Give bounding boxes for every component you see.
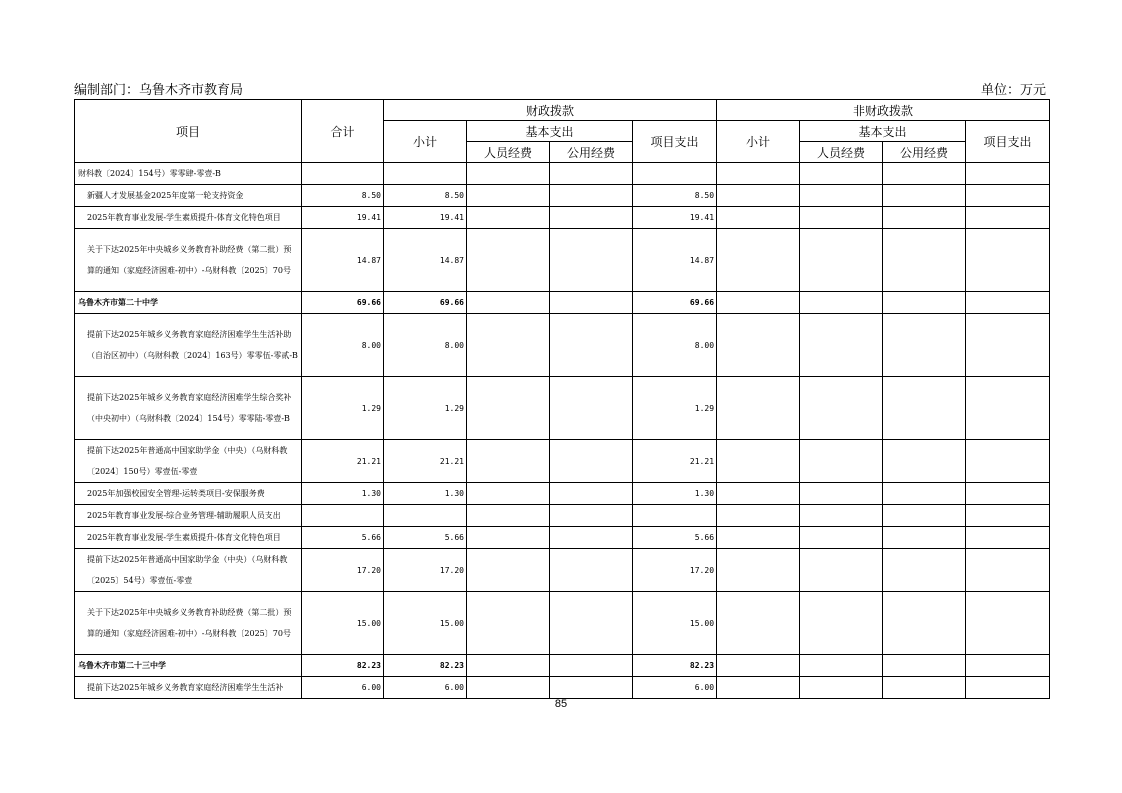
- cell-nonfiscal-project: [966, 677, 1050, 699]
- cell-nonfiscal-public: [883, 292, 966, 314]
- row-project-name: 2025年教育事业发展-学生素质提升-体育文化特色项目: [75, 527, 302, 549]
- cell-personnel: [467, 163, 550, 185]
- row-project-name: 关于下达2025年中央城乡义务教育补助经费（第二批）预算的通知（家庭经济困难-初中）-乌财科教〔2025〕70号: [75, 592, 302, 655]
- col-project: 项目: [75, 100, 302, 163]
- cell-nonfiscal-subtotal: [717, 163, 800, 185]
- table-row: [75, 440, 1050, 483]
- table-row-group: [75, 655, 1050, 677]
- cell-nonfiscal-personnel: [800, 207, 883, 229]
- col-fiscal-public: 公用经费: [550, 142, 633, 163]
- table-header: [75, 100, 1050, 163]
- cell-total: 8.50: [302, 185, 384, 207]
- cell-nonfiscal-subtotal: [717, 549, 800, 592]
- cell-personnel: [467, 655, 550, 677]
- row-project-name: 财科教〔2024〕154号）零零肆-零壹-B: [75, 163, 302, 185]
- cell-personnel: [467, 677, 550, 699]
- cell-public: [550, 527, 633, 549]
- cell-subtotal: 17.20: [384, 549, 467, 592]
- col-fiscal-basic: 基本支出: [467, 121, 633, 142]
- cell-nonfiscal-personnel: [800, 592, 883, 655]
- cell-nonfiscal-subtotal: [717, 207, 800, 229]
- cell-nonfiscal-project: [966, 377, 1050, 440]
- col-fiscal-subtotal: 小计: [384, 121, 467, 163]
- table-row-group: [75, 292, 1050, 314]
- cell-total: 21.21: [302, 440, 384, 483]
- cell-nonfiscal-personnel: [800, 549, 883, 592]
- cell-subtotal: 21.21: [384, 440, 467, 483]
- cell-subtotal: 15.00: [384, 592, 467, 655]
- cell-nonfiscal-subtotal: [717, 527, 800, 549]
- table-body: [75, 163, 1050, 699]
- table-row: [75, 483, 1050, 505]
- cell-nonfiscal-subtotal: [717, 314, 800, 377]
- cell-subtotal: 6.00: [384, 677, 467, 699]
- cell-nonfiscal-public: [883, 377, 966, 440]
- cell-public: [550, 185, 633, 207]
- cell-personnel: [467, 483, 550, 505]
- row-project-name: 乌鲁木齐市第二十三中学: [75, 655, 302, 677]
- cell-total: [302, 163, 384, 185]
- table-row: [75, 185, 1050, 207]
- cell-project: 14.87: [633, 229, 717, 292]
- cell-nonfiscal-personnel: [800, 677, 883, 699]
- cell-total: 6.00: [302, 677, 384, 699]
- unit-label: 单位：万元: [980, 83, 1046, 98]
- cell-nonfiscal-project: [966, 592, 1050, 655]
- cell-subtotal: 8.00: [384, 314, 467, 377]
- table-row: [75, 314, 1050, 377]
- col-total: 合计: [302, 100, 384, 163]
- cell-nonfiscal-project: [966, 207, 1050, 229]
- cell-nonfiscal-public: [883, 483, 966, 505]
- col-nonfiscal-subtotal: 小计: [717, 121, 800, 163]
- cell-subtotal: [384, 505, 467, 527]
- table-row: [75, 377, 1050, 440]
- cell-nonfiscal-personnel: [800, 185, 883, 207]
- cell-nonfiscal-subtotal: [717, 377, 800, 440]
- cell-nonfiscal-project: [966, 292, 1050, 314]
- cell-nonfiscal-subtotal: [717, 592, 800, 655]
- row-project-name: 提前下达2025年城乡义务教育家庭经济困难学生生活补: [75, 677, 302, 699]
- cell-subtotal: 14.87: [384, 229, 467, 292]
- row-project-name: 提前下达2025年普通高中国家助学金（中央）（乌财科教〔2024〕150号）零壹伍-零壹: [75, 440, 302, 483]
- cell-nonfiscal-public: [883, 549, 966, 592]
- table-row: [75, 163, 1050, 185]
- col-fiscal-personnel: 人员经费: [467, 142, 550, 163]
- table-row: [75, 527, 1050, 549]
- col-nonfiscal-personnel: 人员经费: [800, 142, 883, 163]
- cell-subtotal: 1.29: [384, 377, 467, 440]
- cell-nonfiscal-project: [966, 314, 1050, 377]
- cell-personnel: [467, 377, 550, 440]
- cell-nonfiscal-personnel: [800, 505, 883, 527]
- cell-public: [550, 677, 633, 699]
- cell-personnel: [467, 229, 550, 292]
- row-project-name: 乌鲁木齐市第二十中学: [75, 292, 302, 314]
- cell-nonfiscal-project: [966, 505, 1050, 527]
- cell-public: [550, 292, 633, 314]
- cell-public: [550, 377, 633, 440]
- col-fiscal-project: 项目支出: [633, 121, 717, 163]
- cell-subtotal: 5.66: [384, 527, 467, 549]
- cell-nonfiscal-personnel: [800, 655, 883, 677]
- cell-nonfiscal-public: [883, 655, 966, 677]
- col-nonfiscal: 非财政拨款: [717, 100, 1050, 121]
- budget-table: [74, 99, 1050, 699]
- cell-project: 6.00: [633, 677, 717, 699]
- cell-nonfiscal-subtotal: [717, 440, 800, 483]
- cell-nonfiscal-public: [883, 207, 966, 229]
- cell-nonfiscal-personnel: [800, 292, 883, 314]
- cell-nonfiscal-project: [966, 440, 1050, 483]
- col-fiscal: 财政拨款: [384, 100, 717, 121]
- cell-project: 15.00: [633, 592, 717, 655]
- row-project-name: 2025年教育事业发展-学生素质提升-体育文化特色项目: [75, 207, 302, 229]
- cell-total: 82.23: [302, 655, 384, 677]
- cell-project: 69.66: [633, 292, 717, 314]
- cell-project: [633, 505, 717, 527]
- cell-project: 19.41: [633, 207, 717, 229]
- cell-public: [550, 314, 633, 377]
- cell-total: 19.41: [302, 207, 384, 229]
- cell-nonfiscal-public: [883, 677, 966, 699]
- cell-nonfiscal-project: [966, 527, 1050, 549]
- cell-nonfiscal-project: [966, 229, 1050, 292]
- cell-nonfiscal-subtotal: [717, 185, 800, 207]
- cell-nonfiscal-public: [883, 314, 966, 377]
- cell-nonfiscal-personnel: [800, 163, 883, 185]
- cell-nonfiscal-public: [883, 185, 966, 207]
- cell-project: 21.21: [633, 440, 717, 483]
- cell-public: [550, 655, 633, 677]
- table-row: [75, 549, 1050, 592]
- cell-project: 82.23: [633, 655, 717, 677]
- cell-project: 1.30: [633, 483, 717, 505]
- cell-public: [550, 163, 633, 185]
- table-row: [75, 207, 1050, 229]
- cell-personnel: [467, 592, 550, 655]
- cell-public: [550, 207, 633, 229]
- row-project-name: 提前下达2025年城乡义务教育家庭经济困难学生综合奖补（中央初中）（乌财科教〔2024〕154号）零零陆-零壹-B: [75, 377, 302, 440]
- row-project-name: 2025年加强校园安全管理-运转类项目-安保服务费: [75, 483, 302, 505]
- table-row: [75, 505, 1050, 527]
- cell-subtotal: 19.41: [384, 207, 467, 229]
- cell-nonfiscal-subtotal: [717, 483, 800, 505]
- cell-total: 5.66: [302, 527, 384, 549]
- cell-personnel: [467, 207, 550, 229]
- row-project-name: 2025年教育事业发展-综合业务管理-辅助履职人员支出: [75, 505, 302, 527]
- table-row: [75, 229, 1050, 292]
- cell-personnel: [467, 185, 550, 207]
- department-label: 编制部门：乌鲁木齐市教育局: [74, 83, 244, 98]
- row-project-name: 关于下达2025年中央城乡义务教育补助经费（第二批）预算的通知（家庭经济困难-初中）-乌财科教〔2025〕70号: [75, 229, 302, 292]
- cell-nonfiscal-personnel: [800, 314, 883, 377]
- cell-public: [550, 592, 633, 655]
- cell-subtotal: 82.23: [384, 655, 467, 677]
- cell-personnel: [467, 505, 550, 527]
- cell-nonfiscal-public: [883, 505, 966, 527]
- cell-total: 1.29: [302, 377, 384, 440]
- cell-nonfiscal-subtotal: [717, 655, 800, 677]
- cell-subtotal: 69.66: [384, 292, 467, 314]
- cell-nonfiscal-public: [883, 163, 966, 185]
- cell-total: 17.20: [302, 549, 384, 592]
- cell-personnel: [467, 314, 550, 377]
- cell-public: [550, 440, 633, 483]
- row-project-name: 新疆人才发展基金2025年度第一轮支持资金: [75, 185, 302, 207]
- cell-total: [302, 505, 384, 527]
- cell-nonfiscal-project: [966, 185, 1050, 207]
- col-nonfiscal-basic: 基本支出: [800, 121, 966, 142]
- cell-total: 15.00: [302, 592, 384, 655]
- cell-nonfiscal-subtotal: [717, 677, 800, 699]
- cell-nonfiscal-public: [883, 592, 966, 655]
- cell-subtotal: 8.50: [384, 185, 467, 207]
- cell-nonfiscal-personnel: [800, 229, 883, 292]
- row-project-name: 提前下达2025年城乡义务教育家庭经济困难学生生活补助（自治区初中）（乌财科教〔2024〕163号）零零伍-零贰-B: [75, 314, 302, 377]
- cell-project: 8.50: [633, 185, 717, 207]
- col-nonfiscal-project: 项目支出: [966, 121, 1050, 163]
- cell-project: 17.20: [633, 549, 717, 592]
- cell-total: 1.30: [302, 483, 384, 505]
- cell-nonfiscal-personnel: [800, 527, 883, 549]
- cell-public: [550, 229, 633, 292]
- cell-personnel: [467, 292, 550, 314]
- cell-nonfiscal-personnel: [800, 377, 883, 440]
- cell-public: [550, 505, 633, 527]
- cell-nonfiscal-subtotal: [717, 229, 800, 292]
- cell-nonfiscal-personnel: [800, 483, 883, 505]
- cell-nonfiscal-project: [966, 549, 1050, 592]
- row-project-name: 提前下达2025年普通高中国家助学金（中央）（乌财科教〔2025〕54号）零壹伍-零壹: [75, 549, 302, 592]
- cell-nonfiscal-public: [883, 229, 966, 292]
- cell-total: 8.00: [302, 314, 384, 377]
- cell-total: 69.66: [302, 292, 384, 314]
- cell-nonfiscal-subtotal: [717, 505, 800, 527]
- cell-subtotal: [384, 163, 467, 185]
- cell-project: 5.66: [633, 527, 717, 549]
- cell-subtotal: 1.30: [384, 483, 467, 505]
- cell-personnel: [467, 527, 550, 549]
- cell-nonfiscal-public: [883, 527, 966, 549]
- cell-public: [550, 549, 633, 592]
- cell-total: 14.87: [302, 229, 384, 292]
- cell-project: [633, 163, 717, 185]
- page-number: 85: [554, 698, 568, 710]
- cell-nonfiscal-subtotal: [717, 292, 800, 314]
- cell-nonfiscal-public: [883, 440, 966, 483]
- cell-project: 1.29: [633, 377, 717, 440]
- cell-personnel: [467, 440, 550, 483]
- cell-nonfiscal-personnel: [800, 440, 883, 483]
- table-row: [75, 677, 1050, 699]
- cell-personnel: [467, 549, 550, 592]
- cell-nonfiscal-project: [966, 163, 1050, 185]
- cell-nonfiscal-project: [966, 655, 1050, 677]
- cell-nonfiscal-project: [966, 483, 1050, 505]
- cell-public: [550, 483, 633, 505]
- col-nonfiscal-public: 公用经费: [883, 142, 966, 163]
- cell-project: 8.00: [633, 314, 717, 377]
- table-row: [75, 592, 1050, 655]
